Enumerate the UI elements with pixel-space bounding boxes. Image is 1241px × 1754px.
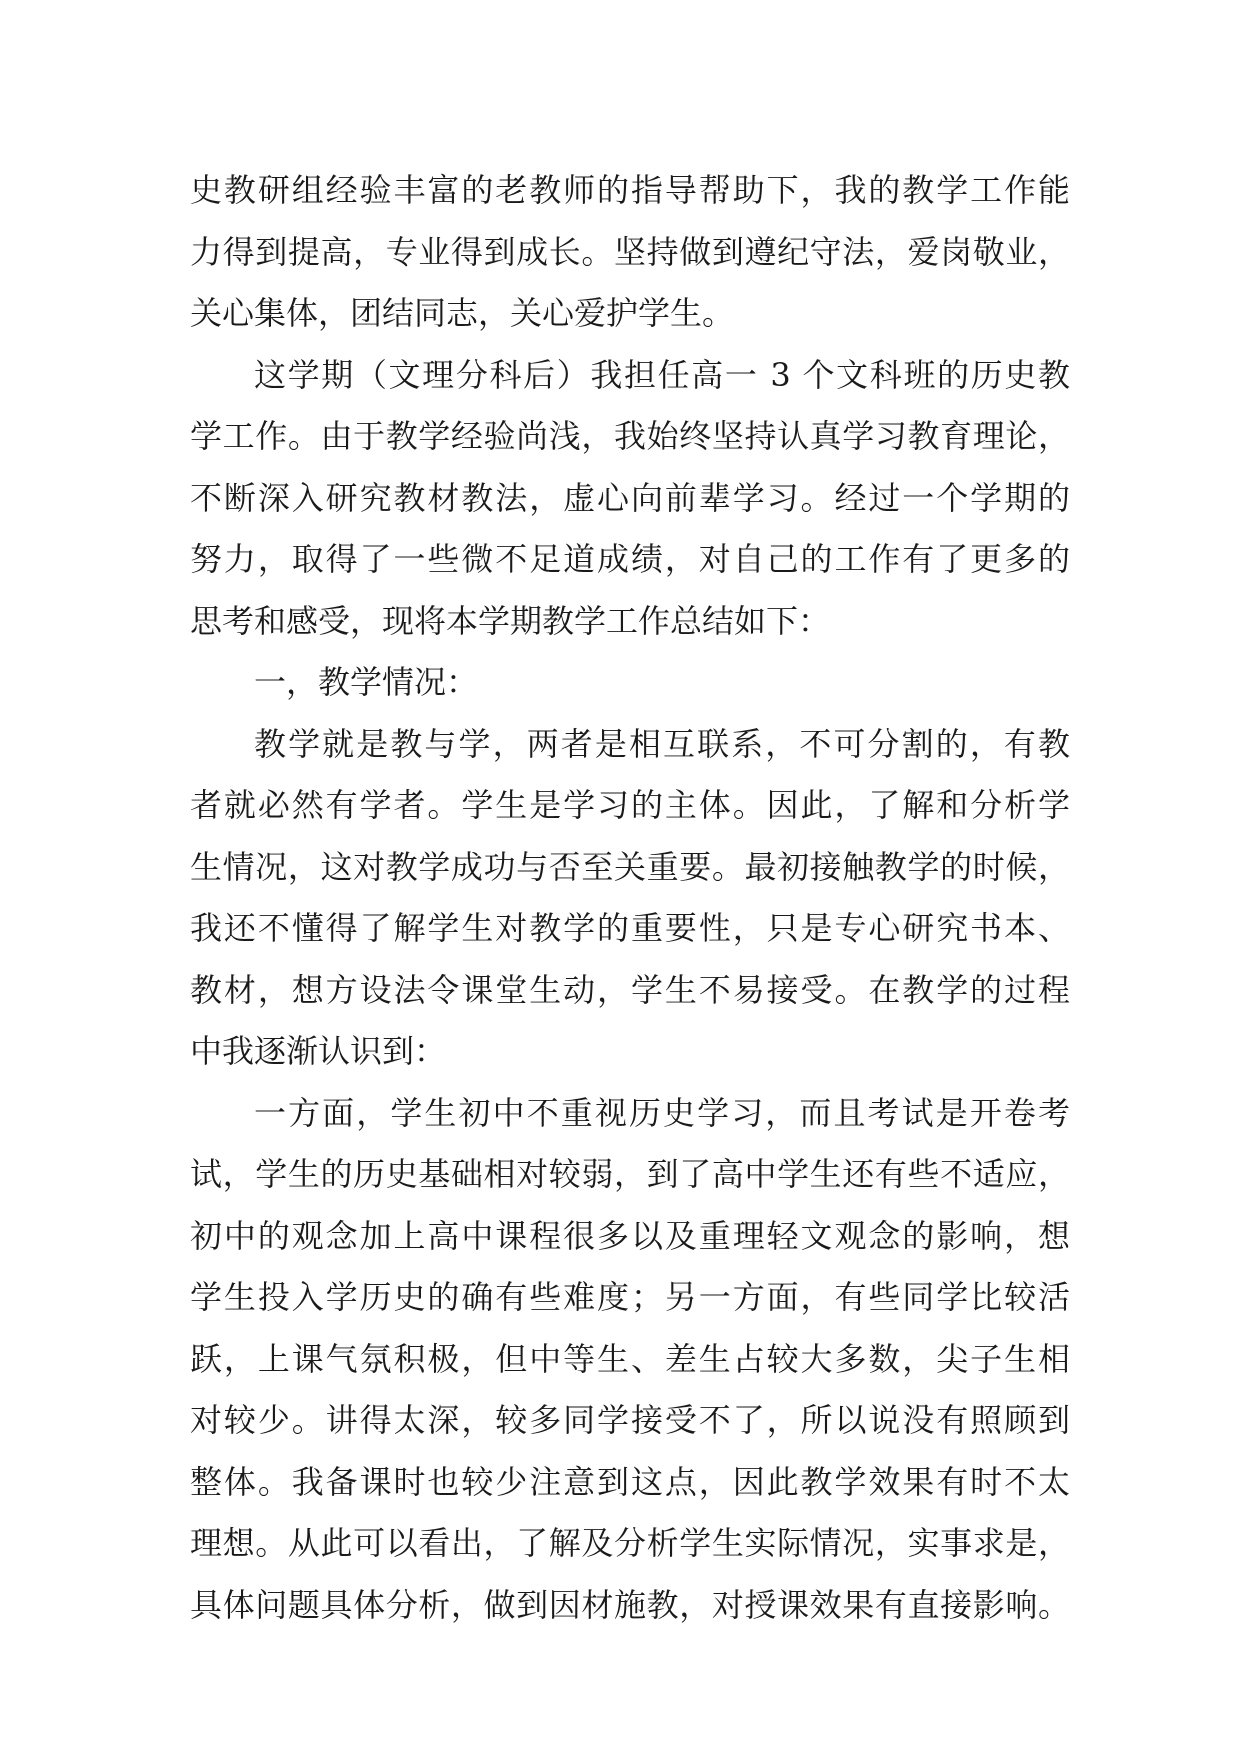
text-line: 努力，取得了一些微不足道成绩，对自己的工作有了更多的	[190, 540, 1070, 578]
text-line: 跃，上课气氛积极，但中等生、差生占较大多数，尖子生相	[190, 1339, 1070, 1378]
text-line: 这学期（文理分科后）我担任高一 3 个文科班的历史教	[254, 355, 1070, 394]
text-line: 试，学生的历史基础相对较弱，到了高中学生还有些不适应，	[190, 1155, 1070, 1193]
body-text	[190, 160, 1070, 1636]
text-line: 一，教学情况：	[254, 663, 479, 701]
text-line: 学生投入学历史的确有些难度；另一方面，有些同学比较活	[190, 1278, 1070, 1316]
text-line: 整体。我备课时也较少注意到这点，因此教学效果有时不太	[190, 1462, 1070, 1501]
text-line: 者就必然有学者。学生是学习的主体。因此，了解和分析学	[190, 786, 1070, 824]
text-line: 史教研组经验丰富的老教师的指导帮助下，我的教学工作能	[190, 171, 1070, 209]
text-line: 中我逐渐认识到：	[190, 1032, 447, 1070]
text-line: 思考和感受，现将本学期教学工作总结如下：	[190, 601, 831, 640]
text-line: 教学就是教与学，两者是相互联系，不可分割的，有教	[254, 724, 1070, 763]
text-line: 学工作。由于教学经验尚浅，我始终坚持认真学习教育理论，	[190, 417, 1070, 455]
text-line: 力得到提高，专业得到成长。坚持做到遵纪守法，爱岗敬业，	[190, 232, 1070, 271]
text-line: 不断深入研究教材教法，虚心向前辈学习。经过一个学期的	[190, 478, 1070, 517]
text-line: 一方面，学生初中不重视历史学习，而且考试是开卷考	[254, 1093, 1070, 1132]
text-line: 对较少。讲得太深，较多同学接受不了，所以说没有照顾到	[190, 1401, 1070, 1439]
text-line: 初中的观念加上高中课程很多以及重理轻文观念的影响，想	[190, 1216, 1070, 1255]
text-line: 理想。从此可以看出，了解及分析学生实际情况，实事求是，	[190, 1524, 1070, 1562]
text-line: 关心集体，团结同志，关心爱护学生。	[190, 294, 735, 332]
text-line: 具体问题具体分析，做到因材施教，对授课效果有直接影响。	[190, 1585, 1070, 1624]
text-line: 教材，想方设法令课堂生动，学生不易接受。在教学的过程	[190, 970, 1070, 1009]
text-line: 生情况，这对教学成功与否至关重要。最初接触教学的时候，	[190, 847, 1070, 886]
text-line: 我还不懂得了解学生对教学的重要性，只是专心研究书本、	[190, 909, 1070, 947]
